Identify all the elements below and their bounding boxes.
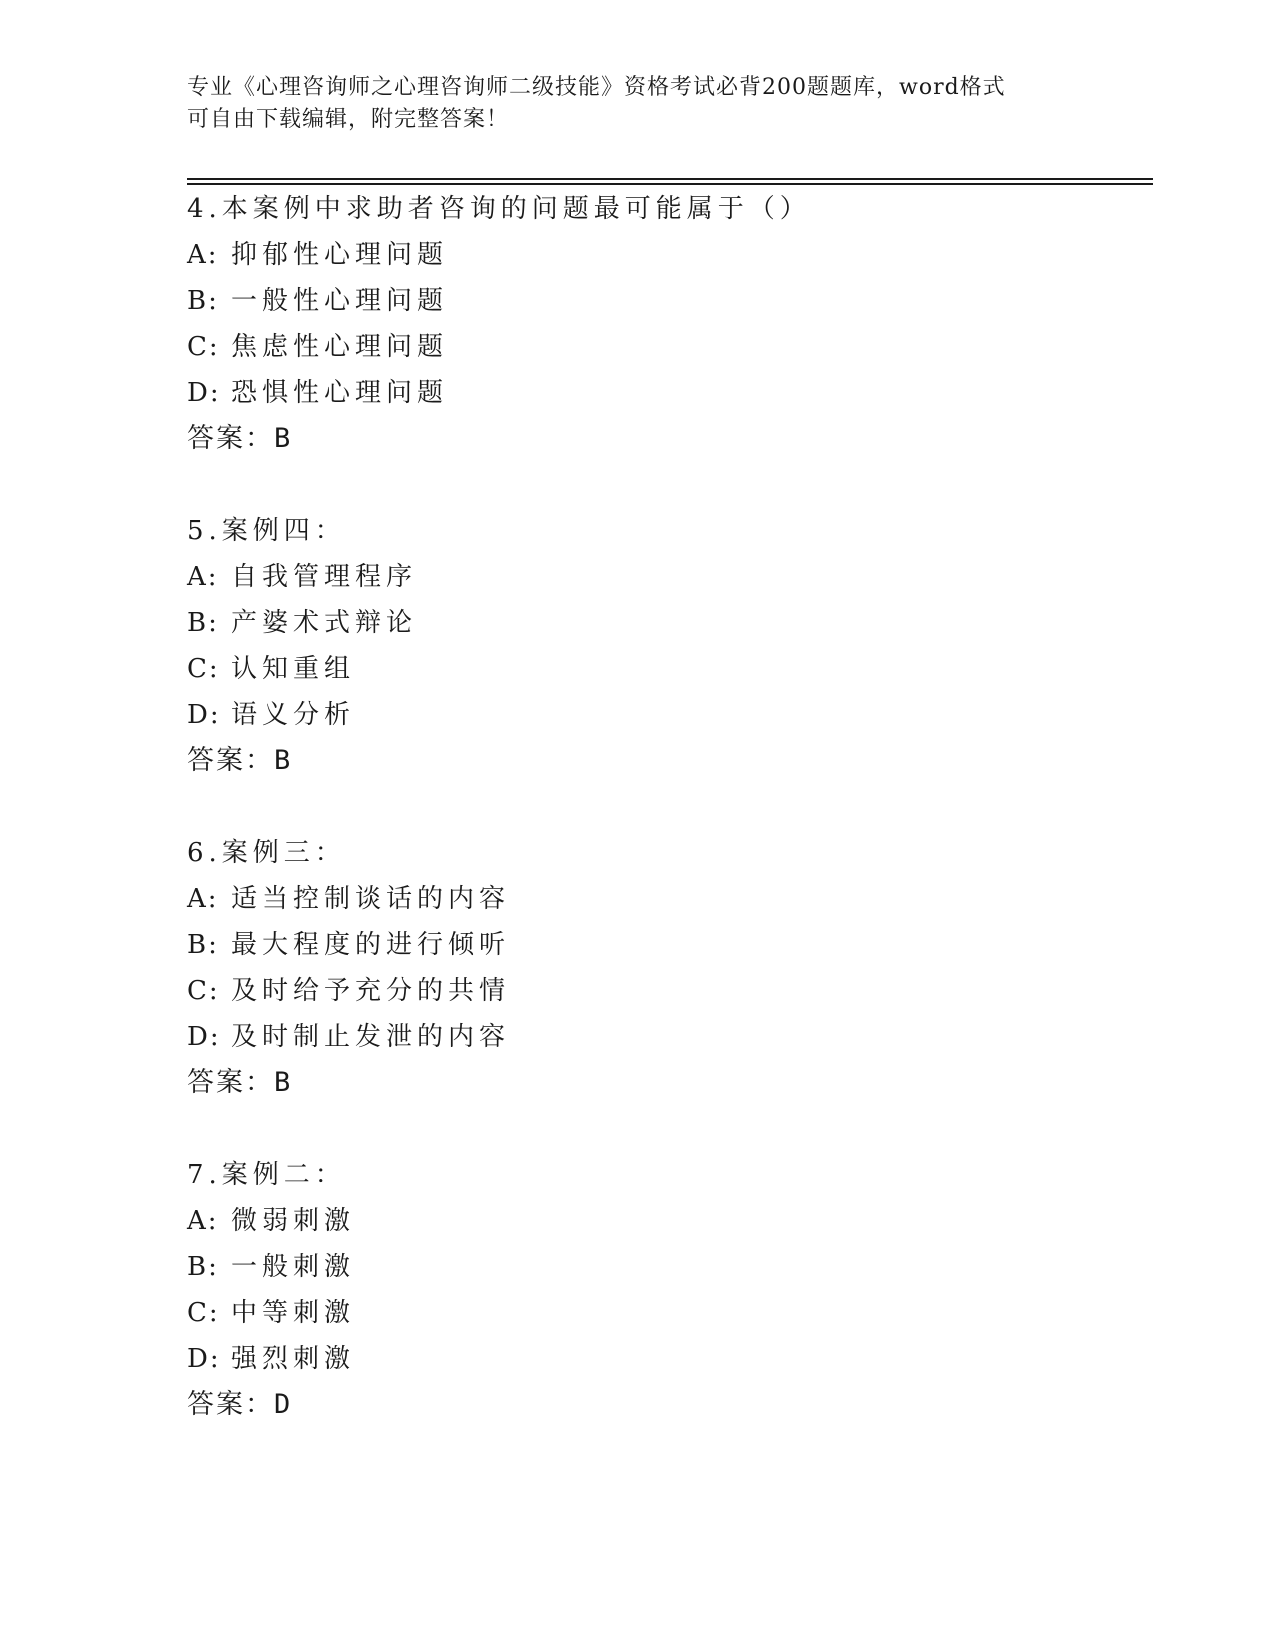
option-a: [187, 232, 1147, 278]
option-c: [187, 324, 1147, 370]
option-key: D:: [187, 378, 221, 408]
answer-line: [187, 1060, 1147, 1106]
option-key: C:: [187, 654, 220, 684]
option-a: [187, 1198, 1147, 1244]
question-title: 5.案例四：: [187, 516, 346, 546]
question-title: 4.本案例中求助者咨询的问题最可能属于（）: [187, 194, 811, 224]
question-item: [187, 830, 1147, 1106]
answer-label: 答案：: [187, 1067, 274, 1098]
answer-line: [187, 1382, 1147, 1428]
answer-value: B: [274, 745, 291, 776]
option-text: 最大程度的进行倾听: [231, 930, 511, 960]
option-text: 恐惧性心理问题: [231, 378, 449, 408]
header-line-2: 可自由下载编辑，附完整答案！: [187, 107, 510, 132]
option-key: B:: [187, 286, 219, 316]
header-rule-top: [187, 178, 1153, 180]
answer-label: 答案：: [187, 745, 274, 776]
header-line-1: 专业《心理咨询师之心理咨询师二级技能》资格考试必背200题题库，word格式: [187, 75, 1006, 100]
option-key: C:: [187, 976, 220, 1006]
answer-line: [187, 416, 1147, 462]
option-c: [187, 968, 1147, 1014]
question-title: 7.案例二：: [187, 1160, 346, 1190]
option-a: [187, 876, 1147, 922]
option-key: C:: [187, 332, 220, 362]
answer-value: B: [274, 1067, 291, 1098]
question-title: 6.案例三：: [187, 838, 346, 868]
option-d: [187, 370, 1147, 416]
option-text: 强烈刺激: [231, 1344, 356, 1374]
option-key: A:: [187, 240, 219, 270]
option-key: B:: [187, 608, 219, 638]
option-text: 微弱刺激: [231, 1206, 356, 1236]
option-c: [187, 646, 1147, 692]
option-text: 中等刺激: [231, 1298, 356, 1328]
question-item: [187, 186, 1147, 462]
option-a: [187, 554, 1147, 600]
option-b: [187, 1244, 1147, 1290]
answer-value: B: [274, 423, 291, 454]
question-item: [187, 1152, 1147, 1428]
option-key: A:: [187, 884, 219, 914]
option-b: [187, 278, 1147, 324]
option-d: [187, 1014, 1147, 1060]
answer-label: 答案：: [187, 1389, 274, 1420]
option-text: 产婆术式辩论: [231, 608, 418, 638]
option-text: 抑郁性心理问题: [231, 240, 449, 270]
option-key: D:: [187, 1022, 221, 1052]
option-c: [187, 1290, 1147, 1336]
option-text: 自我管理程序: [231, 562, 418, 592]
option-text: 语义分析: [231, 700, 356, 730]
option-text: 一般性心理问题: [231, 286, 449, 316]
option-key: B:: [187, 930, 219, 960]
option-key: A:: [187, 1206, 219, 1236]
option-text: 认知重组: [231, 654, 356, 684]
option-text: 及时给予充分的共情: [231, 976, 511, 1006]
header-rule-bottom: [187, 183, 1153, 185]
option-text: 焦虑性心理问题: [231, 332, 449, 362]
answer-label: 答案：: [187, 423, 274, 454]
option-key: B:: [187, 1252, 219, 1282]
question-item: [187, 508, 1147, 784]
option-b: [187, 600, 1147, 646]
option-text: 适当控制谈话的内容: [231, 884, 511, 914]
option-text: 及时制止发泄的内容: [231, 1022, 511, 1052]
option-b: [187, 922, 1147, 968]
option-key: D:: [187, 1344, 221, 1374]
answer-value: D: [274, 1389, 291, 1420]
option-key: D:: [187, 700, 221, 730]
answer-line: [187, 738, 1147, 784]
option-d: [187, 692, 1147, 738]
document-header: [187, 72, 1087, 136]
option-key: A:: [187, 562, 219, 592]
option-d: [187, 1336, 1147, 1382]
question-list: [187, 186, 1147, 1474]
option-text: 一般刺激: [231, 1252, 356, 1282]
option-key: C:: [187, 1298, 220, 1328]
